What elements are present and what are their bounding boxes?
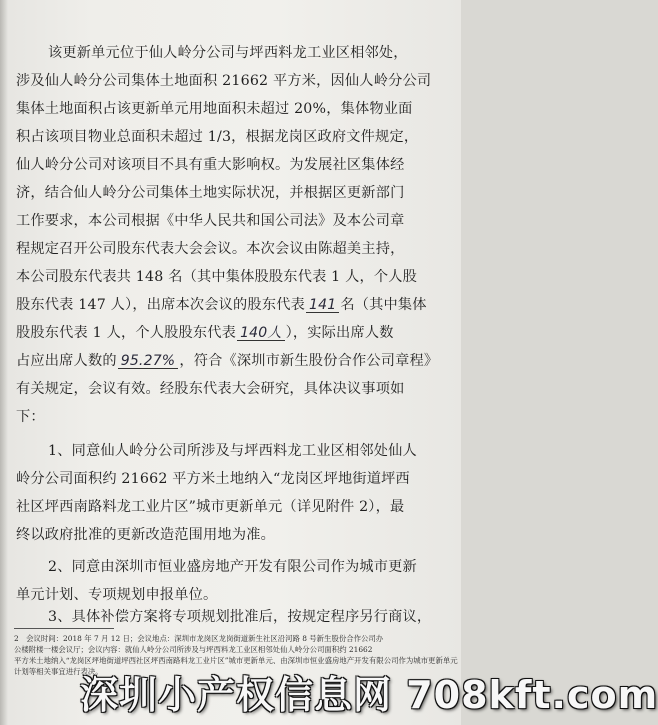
resolution-item-3: 3、具体补偿方案将专项规划批准后，按规定程序另行商议， (48, 609, 432, 625)
resolution-item-1: 1、同意仙人岭分公司所涉及与坪西料龙工业区相邻处仙人 (48, 443, 417, 459)
handwritten-individual-count: 140人 (237, 326, 285, 341)
text-segment: 股东代表 147 人），出席本次会议的股东代表 (16, 297, 305, 313)
text-segment: 股股东代表 1 人，个人股股东代表 (16, 325, 237, 341)
text-line: 涉及仙人岭分公司集体土地面积 21662 平方米，因仙人岭分公司 (16, 73, 432, 89)
text-line: 积占该项目物业总面积未超过 1/3，根据龙岗区政府文件规定， (16, 129, 419, 145)
text-line: 济，结合仙人岭分公司集体土地实际状况，并根据区更新部门 (16, 185, 405, 201)
footnote-line: 计划等相关事宜进行表决。 (14, 667, 103, 676)
site-watermark: 深圳小产权信息网 708kft.com (80, 673, 658, 717)
text-segment: 占应出席人数的 (16, 353, 117, 369)
page-fold-shadow (0, 0, 8, 725)
text-segment: ，符合《深圳市新生股份合作公司章程》 (179, 353, 439, 369)
text-line: 该更新单元位于仙人岭分公司与坪西料龙工业区相邻处， (48, 45, 408, 61)
text-line: 工作要求，本公司根据《中华人民共和国公司法》及本公司章 (16, 213, 405, 229)
handwritten-attendee-count: 141 (306, 298, 339, 313)
text-line-individual-count (16, 322, 394, 342)
text-line: 终以政府批准的更新改造范围用地为准。 (16, 527, 275, 543)
text-line: 程规定召开公司股东代表大会会议。本次会议由陈超美主持， (16, 241, 405, 257)
footnote-line: 公楼附楼一楼会议厅；会议内容：就仙人岭分公司所涉及与坪西料龙工业区相邻处仙人岭分公司面积约 21662 (14, 645, 373, 654)
text-line-attendance (16, 294, 427, 314)
text-line: 岭分公司面积约 21662 平方米土地纳入“龙岗区坪地街道坪西 (16, 471, 410, 487)
text-line: 下： (16, 409, 45, 425)
text-line: 集体土地面积占该更新单元用地面积未超过 20%，集体物业面 (16, 101, 413, 117)
footnote-line: 2 会议时间：2018 年 7 月 12 日；会议地点：深圳市龙岗区龙岗街道新生社区沿河路 8 号新生股份合作公司办 (14, 634, 384, 643)
resolution-item-2: 2、同意由深圳市恒业盛房地产开发有限公司作为城市更新 (48, 559, 417, 575)
text-line: 社区坪西南路料龙工业片区”城市更新单元（详见附件 2），最 (16, 499, 405, 515)
text-line: 单元计划、专项规划申报单位。 (16, 587, 218, 603)
handwritten-percentage: 95.27% (118, 354, 179, 369)
footnote-line: 平方米土地纳入“龙岗区坪地街道坪西社区坪西南路料龙工业片区”城市更新单元、由深圳市恒业盛房地产开发有限公司作为城市更新单元 (14, 656, 458, 665)
text-line: 本公司股东代表共 148 名（其中集体股股东代表 1 人，个人股 (16, 269, 418, 285)
text-segment: ），实际出席人数 (285, 325, 394, 341)
text-line-percentage (16, 350, 438, 370)
text-line: 有关规定，会议有效。经股东代表大会研究，具体决议事项如 (16, 381, 405, 397)
footnote-divider (14, 628, 114, 629)
text-line: 仙人岭分公司对该项目不具有重大影响权。为发展社区集体经 (16, 157, 405, 173)
text-segment: 名（其中集体 (340, 297, 427, 313)
